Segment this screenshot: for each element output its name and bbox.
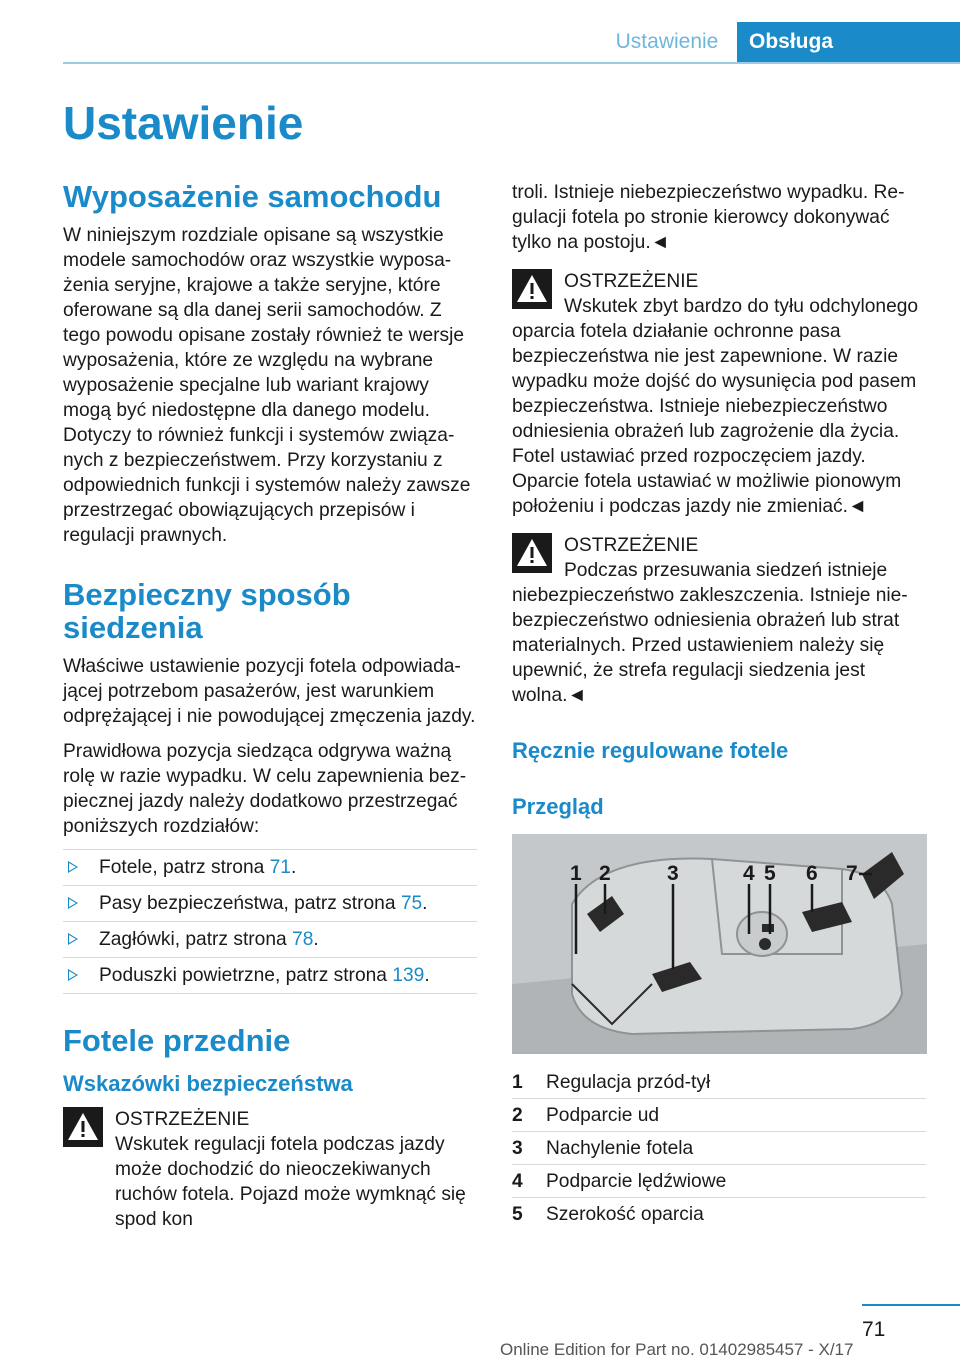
warning-icon bbox=[512, 269, 552, 309]
page-number: 71 bbox=[862, 1318, 886, 1341]
warning-block bbox=[512, 269, 926, 519]
page-link[interactable]: 71 bbox=[269, 857, 291, 878]
figure-number-2: 2 bbox=[599, 862, 611, 885]
figure-number-6: 6 bbox=[806, 862, 818, 885]
legend-row: 1 Regulacja przód-tył bbox=[512, 1066, 926, 1099]
legend-row: 5 Szerokość oparcia bbox=[512, 1203, 704, 1225]
warning-label: OSTRZEŻENIE bbox=[564, 271, 699, 292]
triangle-bullet-icon bbox=[68, 933, 78, 945]
page-link[interactable]: 75 bbox=[400, 893, 423, 914]
figure-number-1: 1 bbox=[570, 862, 582, 885]
page-link[interactable]: 78 bbox=[292, 929, 314, 950]
warning-text: Podczas przesuwania siedzeń istnieje niebezpieczeństwo zakleszczenia. Istnieje niebezpieczeństwo odniesienia obrażeń lub strat materialnych. Przed ustawieniem należy się upewnić, że strefa regulacji siedzenia jest wolna.◄ bbox=[512, 560, 908, 706]
figure-number-4: 4 bbox=[743, 862, 755, 885]
figure-number-3: 3 bbox=[667, 862, 679, 885]
warning-icon bbox=[512, 533, 552, 573]
legend-row: 4 Podparcie lędźwiowe bbox=[512, 1165, 926, 1198]
warning-block bbox=[512, 533, 926, 708]
triangle-bullet-icon bbox=[68, 897, 78, 909]
header-tabs bbox=[597, 22, 960, 62]
triangle-bullet-icon bbox=[68, 969, 78, 981]
figure-number-5: 5 bbox=[764, 862, 776, 885]
list-item: Poduszki powietrzne, patrz strona 139. bbox=[63, 958, 477, 994]
page-link[interactable]: 139 bbox=[392, 965, 425, 986]
footer-divider bbox=[862, 1304, 960, 1306]
footer-edition: Online Edition for Part no. 01402985457 - X/17 bbox=[500, 1340, 854, 1359]
warning-label: OSTRZEŻENIE bbox=[115, 1109, 250, 1130]
subheading-overview: Przegląd bbox=[512, 794, 604, 819]
warning-text: Wskutek zbyt bardzo do tyłu odchylonego oparcia fotela działanie ochronne pasa bezpieczeństwa nie jest zapewnione. W razie wypadku może dojść do wysunięcia pod pasem bezpieczeństwa. Istnieje niebezpieczeństwo odniesienia obrażeń lub zagrożenie dla życia. Fotel ustawiać przed rozpoczęciem jazdy. Oparcie fotela ustawiać w możliwie pionowym położeniu i podczas jazdy nie zmieniać.◄ bbox=[512, 296, 919, 517]
triangle-bullet-icon bbox=[68, 861, 78, 873]
figure-legend bbox=[512, 1066, 926, 1230]
warning-icon bbox=[63, 1107, 103, 1147]
list-item: Pasy bezpieczeństwa, patrz strona 75. bbox=[63, 886, 477, 922]
subheading-safety-notes: Wskazówki bezpieczeństwa bbox=[63, 1071, 353, 1096]
section-heading-equipment: Wyposażenie samochodu bbox=[63, 179, 442, 214]
section-heading-seating: Bezpieczny sposób siedzenia bbox=[63, 577, 351, 645]
list-item: Fotele, patrz strona 71. bbox=[63, 849, 477, 886]
seating-paragraph-1: Właściwe ustawienie pozycji fotela odpowiadającej potrzebom pasażerów, jest warunkiem odprężającej i nie powodującej zmęczenia jazdy. bbox=[63, 656, 476, 727]
seat-illustration bbox=[512, 834, 927, 1054]
legend-row: 3 Nachylenie fotela bbox=[512, 1132, 926, 1165]
seating-paragraph-2: Prawidłowa pozycja siedząca odgrywa ważną rolę w razie wypadku. W celu zapewnienia bezpiecznej jazdy należy dodatkowo przestrzegać poniższych rozdziałów: bbox=[63, 741, 467, 837]
warning-block bbox=[63, 1107, 477, 1232]
header-divider bbox=[63, 62, 960, 64]
subheading-manual-seats: Ręcznie regulowane fotele bbox=[512, 738, 789, 763]
right-column bbox=[512, 180, 926, 1230]
figure-number-7: 7 bbox=[846, 862, 858, 885]
legend-row: 2 Podparcie ud bbox=[512, 1099, 926, 1132]
warning-continuation: troli. Istnieje niebezpieczeństwo wypadku. Regulacji fotela po stronie kierowcy dokonywać tylko na postoju.◄ bbox=[512, 182, 905, 253]
tab-ustawienie[interactable]: Ustawienie bbox=[615, 30, 719, 53]
section-heading-front-seats: Fotele przednie bbox=[63, 1023, 291, 1058]
page-title: Ustawienie bbox=[63, 97, 304, 149]
list-item: Zagłówki, patrz strona 78. bbox=[63, 922, 477, 958]
warning-label: OSTRZEŻENIE bbox=[564, 535, 699, 556]
related-chapters-list bbox=[63, 849, 477, 994]
seat-controls-figure bbox=[512, 834, 927, 1054]
warning-text: Wskutek regulacji fotela podczas jazdy może dochodzić do nieoczekiwanych ruchów fotela. Pojazd może wymknąć się spod kon bbox=[115, 1134, 466, 1230]
left-column bbox=[63, 180, 477, 1232]
tab-obsluga[interactable]: Obsługa bbox=[737, 22, 960, 62]
equipment-paragraph: W niniejszym rozdziale opisane są wszystkie modele samochodów oraz wszystkie wyposażenia seryjne, krajowe a także seryjne, które oferowane są dla danej serii samochodów. Z tego powodu opisane zostały również te wersje wyposażenia, które ze względu na wybrane wyposażenie specjalne lub wariant krajowy mogą być niedostępne dla danego modelu. Dotyczy to również funkcji i systemów związanych z bezpieczeństwem. Przy korzystaniu z odpowiednich funkcji i systemów należy zawsze przestrzegać obowiązujących przepisów i regulacji prawnych. bbox=[63, 225, 471, 546]
